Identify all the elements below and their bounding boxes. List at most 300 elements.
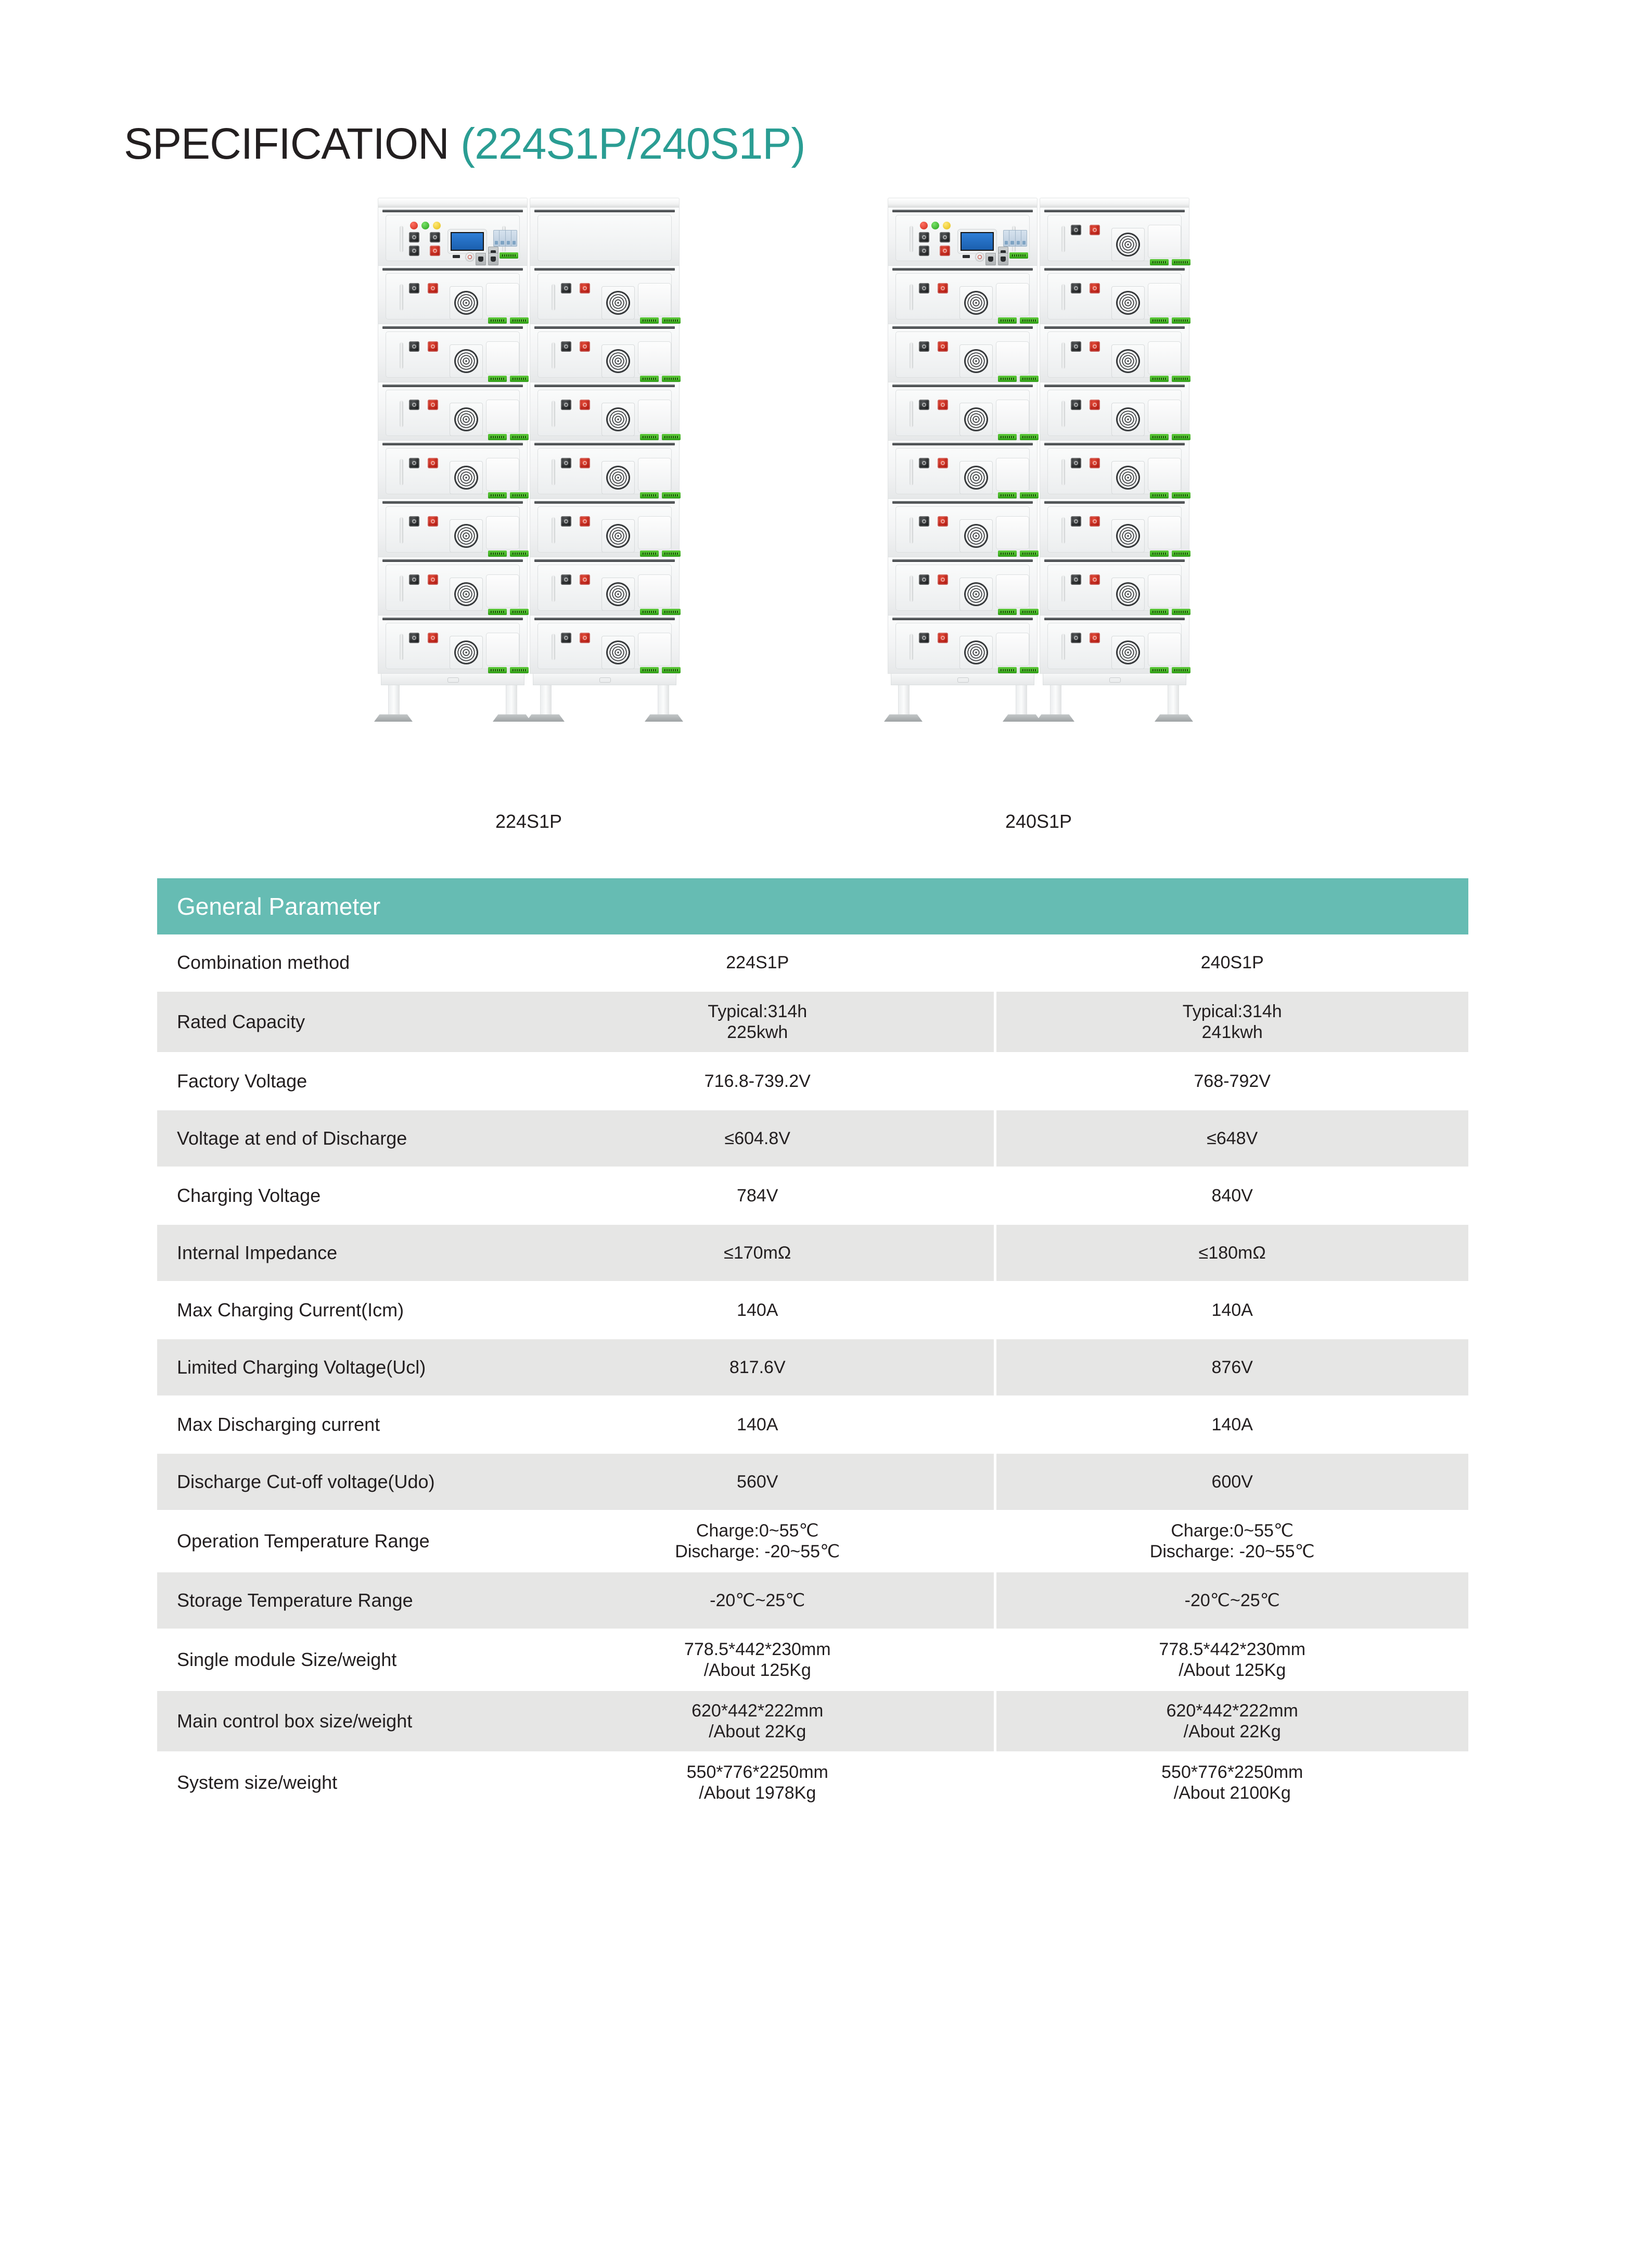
fan-vent	[959, 461, 993, 494]
row-label: System size/weight	[177, 1772, 338, 1793]
terminal-negative	[561, 458, 571, 468]
terminal-negative	[919, 516, 929, 527]
terminal-positive	[938, 283, 948, 293]
battery-module	[888, 499, 1038, 557]
table-row	[157, 1282, 1468, 1338]
cover-plate	[1148, 283, 1181, 316]
green-connector-2	[1020, 609, 1039, 615]
value-line: 550*776*2250mm	[686, 1762, 828, 1782]
cover-plate	[1148, 633, 1181, 666]
rack-foot	[884, 714, 923, 722]
value-line: 241kwh	[1201, 1022, 1263, 1042]
fan-vent	[601, 286, 635, 319]
fan-icon	[1116, 291, 1140, 315]
terminal-aux-2	[919, 246, 929, 256]
battery-module	[530, 616, 680, 674]
cover-plate	[486, 341, 519, 375]
cell-224s1p	[521, 1110, 994, 1167]
value-line: ≤648V	[1207, 1128, 1258, 1148]
value-line: Discharge: -20~55℃	[1149, 1542, 1315, 1561]
green-connector-1	[640, 550, 659, 557]
fan-vent	[601, 344, 635, 378]
comm-port-3	[488, 253, 498, 265]
lcd-screen	[451, 232, 484, 251]
green-connector-1	[1150, 376, 1169, 382]
cell-240s1p	[996, 1630, 1469, 1690]
terminal-positive	[1090, 574, 1100, 585]
fan-icon	[1116, 407, 1140, 431]
blank-panel	[537, 215, 672, 261]
row-label: Main control box size/weight	[157, 1691, 521, 1751]
value-line: 876V	[1211, 1357, 1253, 1377]
terminal-positive	[428, 458, 438, 468]
cell-240s1p	[996, 1339, 1469, 1395]
green-connector-2	[510, 317, 529, 324]
face-plate	[386, 215, 520, 261]
value-line: /About 125Kg	[1179, 1660, 1286, 1680]
cell-224s1p	[521, 1225, 994, 1281]
value-line: 560V	[737, 1471, 778, 1492]
page-title	[124, 119, 805, 169]
rail	[382, 210, 523, 212]
fan-vent	[450, 286, 483, 319]
green-connector-2	[1172, 609, 1190, 615]
terminal-positive	[428, 400, 438, 410]
green-connector-1	[998, 667, 1017, 673]
green-connector-1	[1150, 609, 1169, 615]
rack-cap	[530, 198, 680, 208]
green-connector-2	[510, 492, 529, 498]
table-body	[157, 934, 1468, 1813]
fan-vent	[601, 461, 635, 494]
battery-module	[378, 382, 528, 441]
status-led-yellow-icon	[433, 222, 441, 229]
battery-module	[530, 324, 680, 382]
green-terminal-block	[500, 252, 518, 259]
cell-240s1p	[996, 1691, 1469, 1751]
value-line: 817.6V	[729, 1357, 786, 1377]
cell-224s1p	[521, 992, 994, 1052]
comm-port-2	[476, 253, 486, 265]
green-connector-2	[510, 376, 529, 382]
fan-icon	[964, 407, 988, 431]
green-connector-1	[488, 550, 507, 557]
green-connector-2	[1172, 434, 1190, 440]
cell-240s1p	[996, 1454, 1469, 1510]
value-line: /About 22Kg	[709, 1722, 806, 1741]
page-title-accent: (224S1P/240S1P)	[460, 119, 805, 168]
fan-icon	[454, 407, 478, 431]
terminal-negative	[409, 633, 419, 643]
green-connector-2	[1020, 434, 1039, 440]
value-line: 716.8-739.2V	[704, 1071, 811, 1091]
terminal-negative	[1071, 633, 1081, 643]
rack-foot	[645, 714, 683, 722]
rack-column-right	[1040, 198, 1189, 724]
cover-plate	[486, 458, 519, 491]
product-image-240s1p	[888, 198, 1189, 832]
cover-plate	[996, 400, 1029, 433]
value-line: /About 125Kg	[703, 1660, 811, 1680]
green-connector-2	[662, 434, 681, 440]
terminal-negative	[561, 633, 571, 643]
cover-plate	[1148, 574, 1181, 608]
battery-module	[1040, 266, 1189, 324]
cell-224s1p	[521, 1053, 994, 1109]
table-row	[157, 1110, 1468, 1167]
terminal-negative	[409, 283, 419, 293]
value-line: 620*442*222mm	[691, 1700, 824, 1721]
fan-vent	[959, 519, 993, 553]
green-connector-1	[998, 550, 1017, 557]
fan-vent	[1111, 286, 1145, 319]
cover-plate	[486, 400, 519, 433]
green-connector-1	[1150, 259, 1169, 265]
fan-vent	[959, 578, 993, 611]
cover-plate	[638, 341, 671, 375]
rack-column-left	[378, 198, 528, 724]
battery-module	[378, 616, 528, 674]
battery-module	[1040, 324, 1189, 382]
terminal-positive	[940, 246, 950, 256]
fan-vent	[1111, 578, 1145, 611]
product-gallery	[0, 198, 1652, 848]
fan-vent	[450, 636, 483, 669]
green-connector-2	[662, 609, 681, 615]
terminal-positive	[580, 341, 590, 352]
product-caption-240s1p: 240S1P	[1005, 811, 1072, 832]
battery-module	[378, 441, 528, 499]
rack-column-right	[530, 198, 680, 724]
terminal-positive	[428, 516, 438, 527]
green-connector-1	[640, 376, 659, 382]
value-line: 840V	[1211, 1185, 1253, 1206]
fan-icon	[964, 291, 988, 315]
row-label: Internal Impedance	[157, 1225, 521, 1281]
terminal-positive	[428, 633, 438, 643]
battery-module	[888, 266, 1038, 324]
table-row	[157, 1511, 1468, 1571]
cell-224s1p	[521, 1572, 994, 1629]
value-line: ≤180mΩ	[1198, 1242, 1266, 1263]
lcd-display	[957, 229, 997, 254]
green-connector-1	[998, 609, 1017, 615]
table-row	[157, 1691, 1468, 1751]
green-connector-1	[1150, 550, 1169, 557]
rack-cap	[888, 198, 1038, 208]
terminal-negative	[561, 516, 571, 527]
green-connector-2	[1172, 492, 1190, 498]
cell-224s1p	[521, 1691, 994, 1751]
fan-icon	[964, 349, 988, 373]
fan-vent	[450, 344, 483, 378]
row-label: Combination method	[177, 952, 350, 973]
table-row	[157, 992, 1468, 1052]
terminal-negative	[1071, 283, 1081, 293]
rack-foot	[374, 714, 413, 722]
fan-icon	[964, 582, 988, 606]
table-row	[157, 1225, 1468, 1281]
table-row	[157, 1572, 1468, 1629]
green-connector-1	[1150, 317, 1169, 324]
table-row	[157, 1454, 1468, 1510]
terminal-positive	[1090, 341, 1100, 352]
green-connector-1	[998, 492, 1017, 498]
fan-vent	[601, 578, 635, 611]
terminal-negative	[409, 574, 419, 585]
green-connector-2	[1020, 667, 1039, 673]
green-connector-2	[1172, 667, 1190, 673]
fan-icon	[454, 582, 478, 606]
fan-icon	[1116, 349, 1140, 373]
battery-module	[378, 324, 528, 382]
cell-240s1p	[996, 1168, 1469, 1224]
fan-vent	[959, 344, 993, 378]
terminal-negative	[561, 341, 571, 352]
terminal-negative	[1071, 341, 1081, 352]
value-line: ≤170mΩ	[724, 1242, 791, 1263]
value-line: /About 2100Kg	[1173, 1783, 1291, 1803]
cover-plate	[1148, 458, 1181, 491]
fan-icon	[1116, 524, 1140, 548]
fan-vent	[601, 403, 635, 436]
fan-icon	[606, 582, 630, 606]
handle-left	[400, 226, 403, 252]
terminal-positive	[1090, 283, 1100, 293]
cover-plate	[486, 283, 519, 316]
cell-224s1p	[521, 1339, 994, 1395]
green-connector-2	[1020, 492, 1039, 498]
cell-240s1p	[996, 934, 1469, 991]
cover-plate	[1148, 225, 1181, 258]
row-label: Single module Size/weight	[177, 1649, 397, 1670]
terminal-positive	[938, 516, 948, 527]
status-led-red-icon	[920, 222, 928, 229]
green-connector-1	[640, 434, 659, 440]
cell-224s1p	[521, 1630, 994, 1690]
value-line: Typical:314h	[708, 1001, 808, 1021]
terminal-negative	[409, 516, 419, 527]
battery-module	[1040, 382, 1189, 441]
power-button-icon	[975, 252, 984, 262]
green-connector-2	[662, 376, 681, 382]
comm-port-2	[985, 253, 996, 265]
lcd-screen	[961, 232, 994, 251]
battery-module	[1040, 499, 1189, 557]
value-line: 768-792V	[1194, 1071, 1271, 1091]
fan-vent	[450, 578, 483, 611]
value-line: 140A	[1211, 1414, 1253, 1434]
table-row	[157, 1397, 1468, 1453]
comm-port-3	[998, 253, 1008, 265]
fan-icon	[454, 640, 478, 664]
product-caption-224s1p: 224S1P	[495, 811, 562, 832]
table-row	[157, 1339, 1468, 1395]
green-connector-2	[1172, 259, 1190, 265]
terminal-negative	[919, 400, 929, 410]
row-label: Charging Voltage	[177, 1185, 321, 1206]
green-connector-2	[662, 317, 681, 324]
cover-plate	[638, 283, 671, 316]
value-line: Discharge: -20~55℃	[675, 1542, 840, 1561]
table-section-header: General Parameter	[157, 878, 1468, 934]
row-label: Max Charging Current(Icm)	[177, 1299, 404, 1321]
terminal-aux-2	[409, 246, 419, 256]
value-line: 778.5*442*230mm	[1159, 1639, 1306, 1659]
slot-connector-icon	[453, 255, 460, 258]
cover-plate	[486, 574, 519, 608]
cover-plate	[1148, 341, 1181, 375]
slot-connector-icon	[963, 255, 970, 258]
green-connector-2	[662, 667, 681, 673]
green-connector-2	[510, 609, 529, 615]
fan-vent	[1111, 344, 1145, 378]
terminal-positive	[1090, 458, 1100, 468]
fan-icon	[1116, 640, 1140, 664]
fan-vent	[1111, 461, 1145, 494]
battery-module	[1040, 557, 1189, 616]
value-line: Typical:314h	[1182, 1001, 1282, 1021]
battery-module	[888, 557, 1038, 616]
cover-plate	[638, 574, 671, 608]
rack-foot	[1036, 714, 1074, 722]
terminal-positive	[938, 574, 948, 585]
fan-vent	[450, 403, 483, 436]
battery-rack	[888, 198, 1189, 724]
fan-icon	[1116, 582, 1140, 606]
handle-left	[400, 284, 403, 311]
terminal-negative	[409, 341, 419, 352]
value-line: 600V	[1211, 1471, 1253, 1492]
value-line: 778.5*442*230mm	[684, 1639, 831, 1659]
value-line: 225kwh	[727, 1022, 788, 1042]
cover-plate	[638, 516, 671, 549]
fan-vent	[1111, 403, 1145, 436]
terminal-positive	[1090, 400, 1100, 410]
battery-module	[888, 616, 1038, 674]
row-label: Discharge Cut-off voltage(Udo)	[157, 1454, 521, 1510]
green-connector-2	[662, 550, 681, 557]
face-plate	[895, 215, 1030, 261]
green-connector-1	[640, 609, 659, 615]
fan-vent	[1111, 636, 1145, 669]
terminal-negative	[409, 458, 419, 468]
green-connector-1	[998, 434, 1017, 440]
cover-plate	[996, 516, 1029, 549]
fan-vent	[601, 636, 635, 669]
battery-module	[530, 382, 680, 441]
fan-icon	[454, 349, 478, 373]
green-connector-1	[488, 434, 507, 440]
cell-224s1p	[521, 1454, 994, 1510]
fan-icon	[1116, 466, 1140, 490]
fan-icon	[454, 466, 478, 490]
cell-224s1p	[521, 1168, 994, 1224]
page-title-main: SPECIFICATION	[124, 119, 461, 168]
terminal-positive	[580, 400, 590, 410]
green-connector-1	[488, 317, 507, 324]
green-connector-2	[1020, 550, 1039, 557]
terminal-positive	[580, 516, 590, 527]
value-line: /About 1978Kg	[699, 1783, 816, 1803]
row-label: Rated Capacity	[157, 992, 521, 1052]
cover-plate	[996, 341, 1029, 375]
cell-240s1p	[996, 1053, 1469, 1109]
cell-240s1p	[996, 1572, 1469, 1629]
cover-plate	[996, 458, 1029, 491]
rack-foot	[1155, 714, 1193, 722]
terminal-positive	[430, 246, 440, 256]
cover-plate	[996, 633, 1029, 666]
cover-plate	[1148, 516, 1181, 549]
terminal-positive	[580, 574, 590, 585]
value-line: -20℃~25℃	[710, 1590, 805, 1610]
cell-240s1p	[996, 1397, 1469, 1453]
green-connector-2	[1172, 550, 1190, 557]
fan-vent	[959, 636, 993, 669]
terminal-negative	[919, 232, 929, 242]
battery-module	[1040, 441, 1189, 499]
rack-column-left	[888, 198, 1038, 724]
terminal-positive	[580, 633, 590, 643]
green-connector-1	[488, 667, 507, 673]
general-parameter-table	[157, 878, 1468, 1814]
green-connector-2	[1172, 317, 1190, 324]
battery-module	[378, 266, 528, 324]
terminal-positive	[1090, 225, 1100, 235]
green-connector-2	[510, 550, 529, 557]
fan-vent	[450, 519, 483, 553]
value-line: Charge:0~55℃	[696, 1520, 819, 1541]
green-connector-2	[1020, 317, 1039, 324]
main-control-box	[378, 208, 528, 266]
terminal-positive	[1090, 633, 1100, 643]
fan-vent	[1111, 228, 1145, 261]
green-connector-2	[1020, 376, 1039, 382]
rack-foot	[1003, 714, 1041, 722]
fan-vent	[601, 519, 635, 553]
green-connector-2	[662, 492, 681, 498]
row-label: Storage Temperature Range	[157, 1572, 521, 1629]
green-connector-1	[640, 492, 659, 498]
terminal-negative	[919, 283, 929, 293]
fan-icon	[964, 524, 988, 548]
fan-vent	[1111, 519, 1145, 553]
battery-module	[378, 499, 528, 557]
cell-224s1p	[521, 1752, 994, 1813]
terminal-positive	[580, 458, 590, 468]
green-connector-2	[510, 434, 529, 440]
row-label: Factory Voltage	[177, 1070, 308, 1092]
terminal-negative	[919, 633, 929, 643]
fan-icon	[454, 291, 478, 315]
value-line: 550*776*2250mm	[1161, 1762, 1303, 1782]
rack-base	[1040, 674, 1189, 724]
cell-224s1p	[521, 934, 994, 991]
value-line: 140A	[737, 1414, 778, 1434]
lcd-display	[447, 229, 487, 254]
fan-icon	[1116, 233, 1140, 257]
power-button-icon	[465, 252, 475, 262]
green-terminal-block	[1009, 252, 1028, 259]
terminal-negative	[1071, 574, 1081, 585]
cover-plate	[486, 633, 519, 666]
rack-base	[530, 674, 680, 724]
green-connector-1	[1150, 434, 1169, 440]
row-label: Operation Temperature Range	[177, 1530, 430, 1552]
terminal-positive	[580, 283, 590, 293]
green-connector-1	[640, 317, 659, 324]
